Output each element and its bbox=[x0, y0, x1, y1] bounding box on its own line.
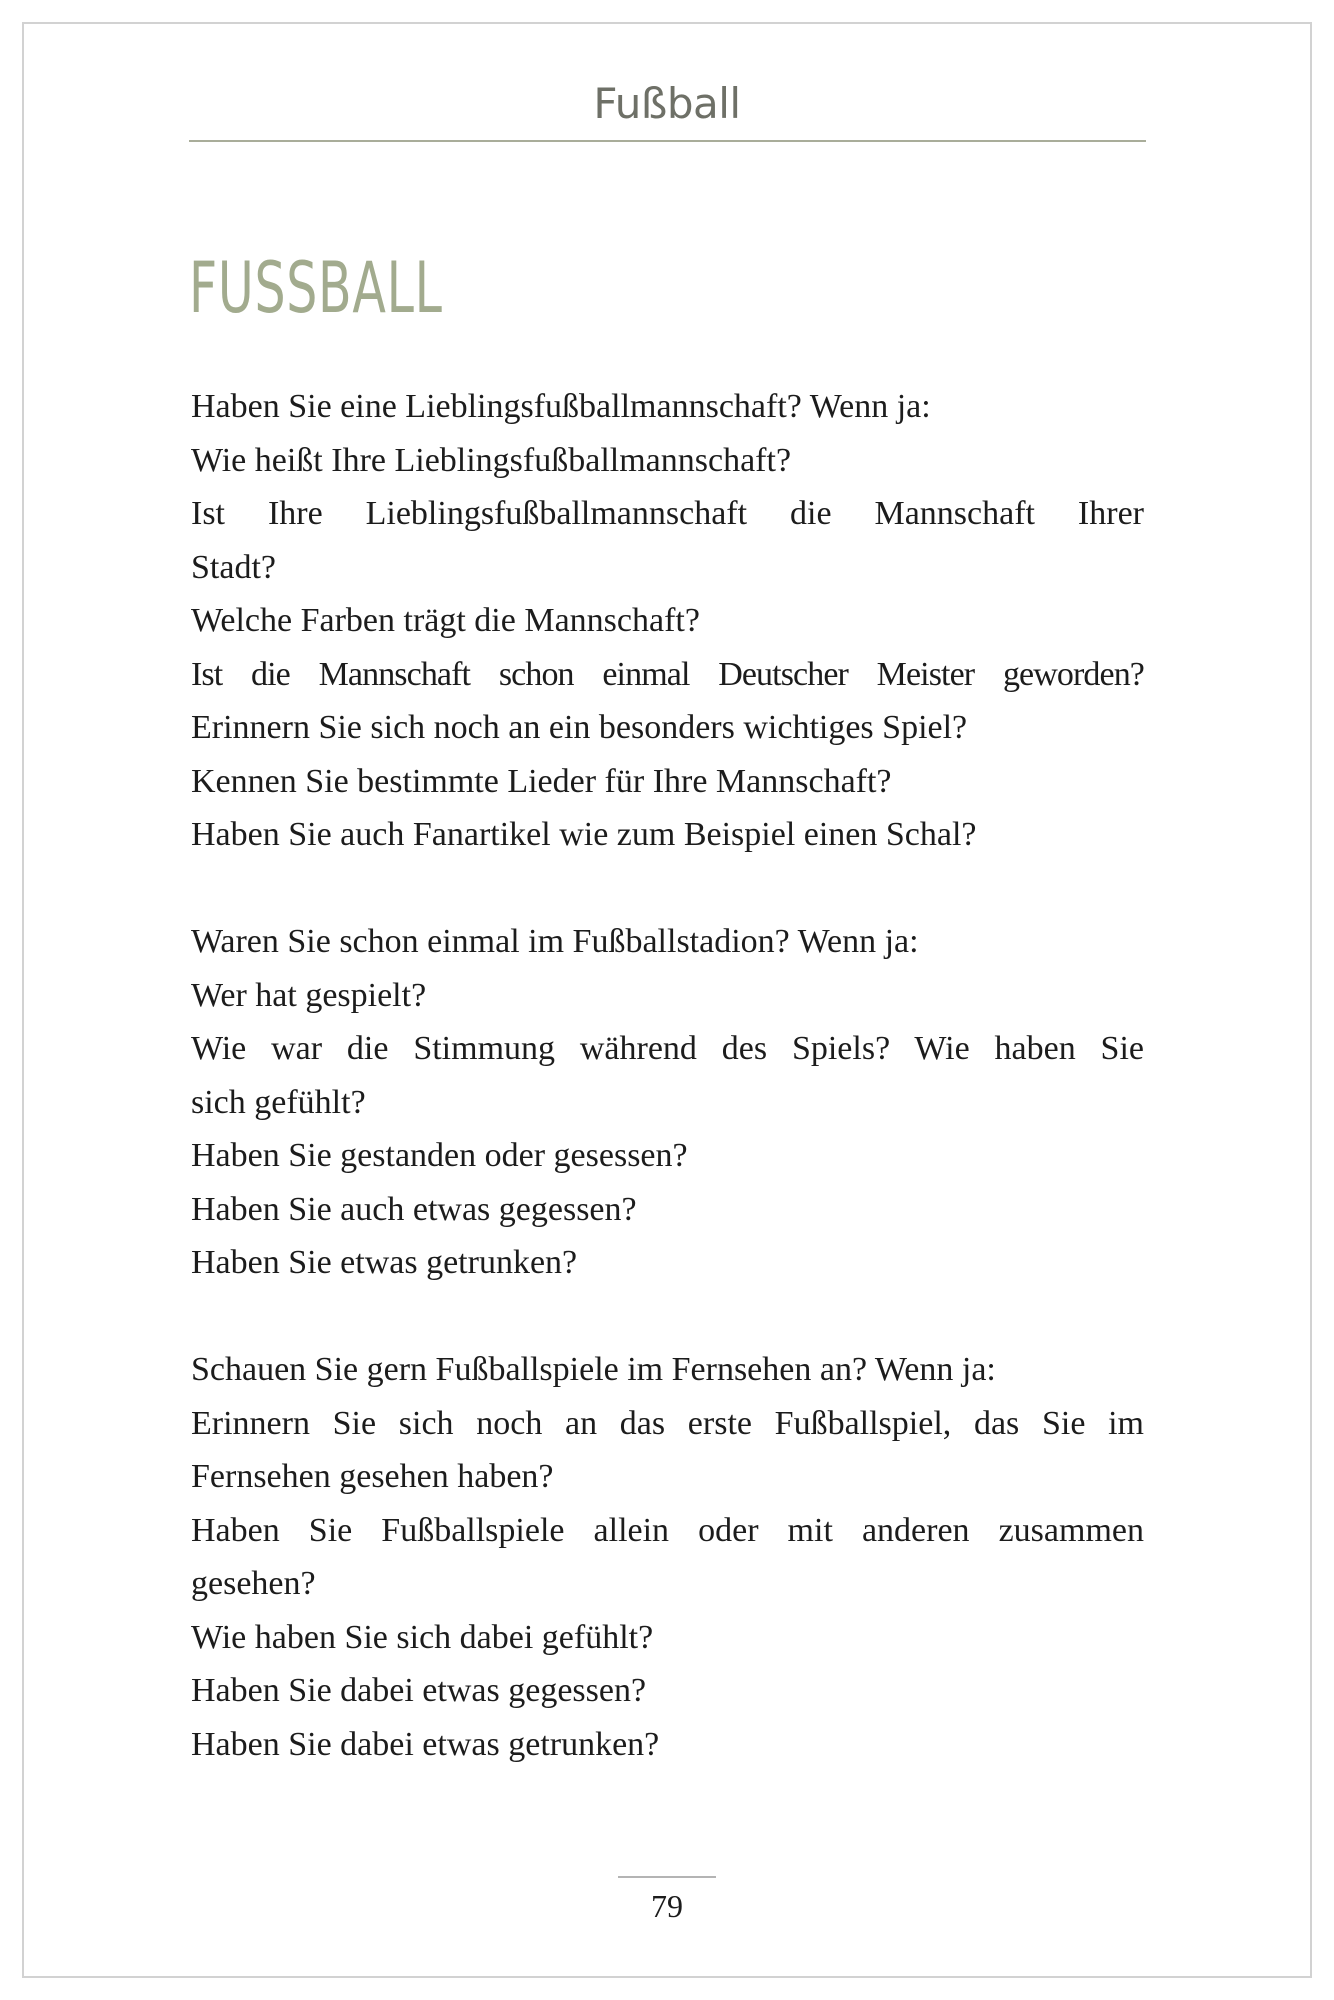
running-head: Fußball bbox=[593, 79, 741, 128]
paragraph-favorite-team bbox=[191, 380, 1144, 862]
footer-divider bbox=[618, 1876, 716, 1878]
text-line: Haben Sie Fußballspiele allein oder mit anderen zusammen bbox=[191, 1511, 1144, 1549]
text-line: Wie heißt Ihre Lieblingsfußballmannschaft? bbox=[191, 441, 792, 479]
text-line: Fernsehen gesehen haben? bbox=[191, 1458, 554, 1495]
text-line: Waren Sie schon einmal im Fußballstadion? Wenn ja: bbox=[191, 923, 919, 960]
text-line: Haben Sie dabei etwas getrunken? bbox=[191, 1725, 660, 1763]
text-line: Erinnern Sie sich noch an ein besonders wichtiges Spiel? bbox=[191, 709, 968, 746]
paragraph-television bbox=[191, 1343, 1144, 1771]
text-line: sich gefühlt? bbox=[191, 1083, 366, 1121]
page-number: 79 bbox=[651, 1888, 683, 1924]
paragraph-stadium bbox=[191, 915, 1144, 1290]
text-line: Haben Sie gestanden oder gesessen? bbox=[191, 1137, 688, 1174]
text-line: Erinnern Sie sich noch an das erste Fußballspiel, das Sie im bbox=[191, 1404, 1144, 1442]
text-line: Schauen Sie gern Fußballspiele im Fernsehen an? Wenn ja: bbox=[191, 1351, 996, 1388]
header-divider bbox=[189, 140, 1146, 142]
text-line: Haben Sie auch etwas gegessen? bbox=[191, 1190, 637, 1228]
text-line: Kennen Sie bestimmte Lieder für Ihre Mannschaft? bbox=[191, 762, 892, 800]
text-line: Haben Sie dabei etwas gegessen? bbox=[191, 1672, 647, 1709]
body-text bbox=[191, 380, 1144, 1771]
text-line: Ist die Mannschaft schon einmal Deutscher Meister geworden? bbox=[191, 655, 1144, 693]
text-line: Ist Ihre Lieblingsfußballmannschaft die Mannschaft Ihrer bbox=[191, 495, 1144, 532]
chapter-title: FUSSBALL bbox=[189, 247, 443, 329]
text-line: Haben Sie etwas getrunken? bbox=[191, 1244, 578, 1281]
text-line: Stadt? bbox=[191, 548, 276, 586]
text-line: gesehen? bbox=[191, 1565, 316, 1602]
text-line: Wie haben Sie sich dabei gefühlt? bbox=[191, 1618, 654, 1656]
text-line: Welche Farben trägt die Mannschaft? bbox=[191, 602, 700, 639]
text-line: Haben Sie eine Lieblingsfußballmannschaft? Wenn ja: bbox=[191, 388, 931, 425]
text-line: Haben Sie auch Fanartikel wie zum Beispiel einen Schal? bbox=[191, 816, 977, 853]
text-line: Wie war die Stimmung während des Spiels? Wie haben Sie bbox=[191, 1030, 1144, 1067]
text-line: Wer hat gespielt? bbox=[191, 976, 427, 1014]
